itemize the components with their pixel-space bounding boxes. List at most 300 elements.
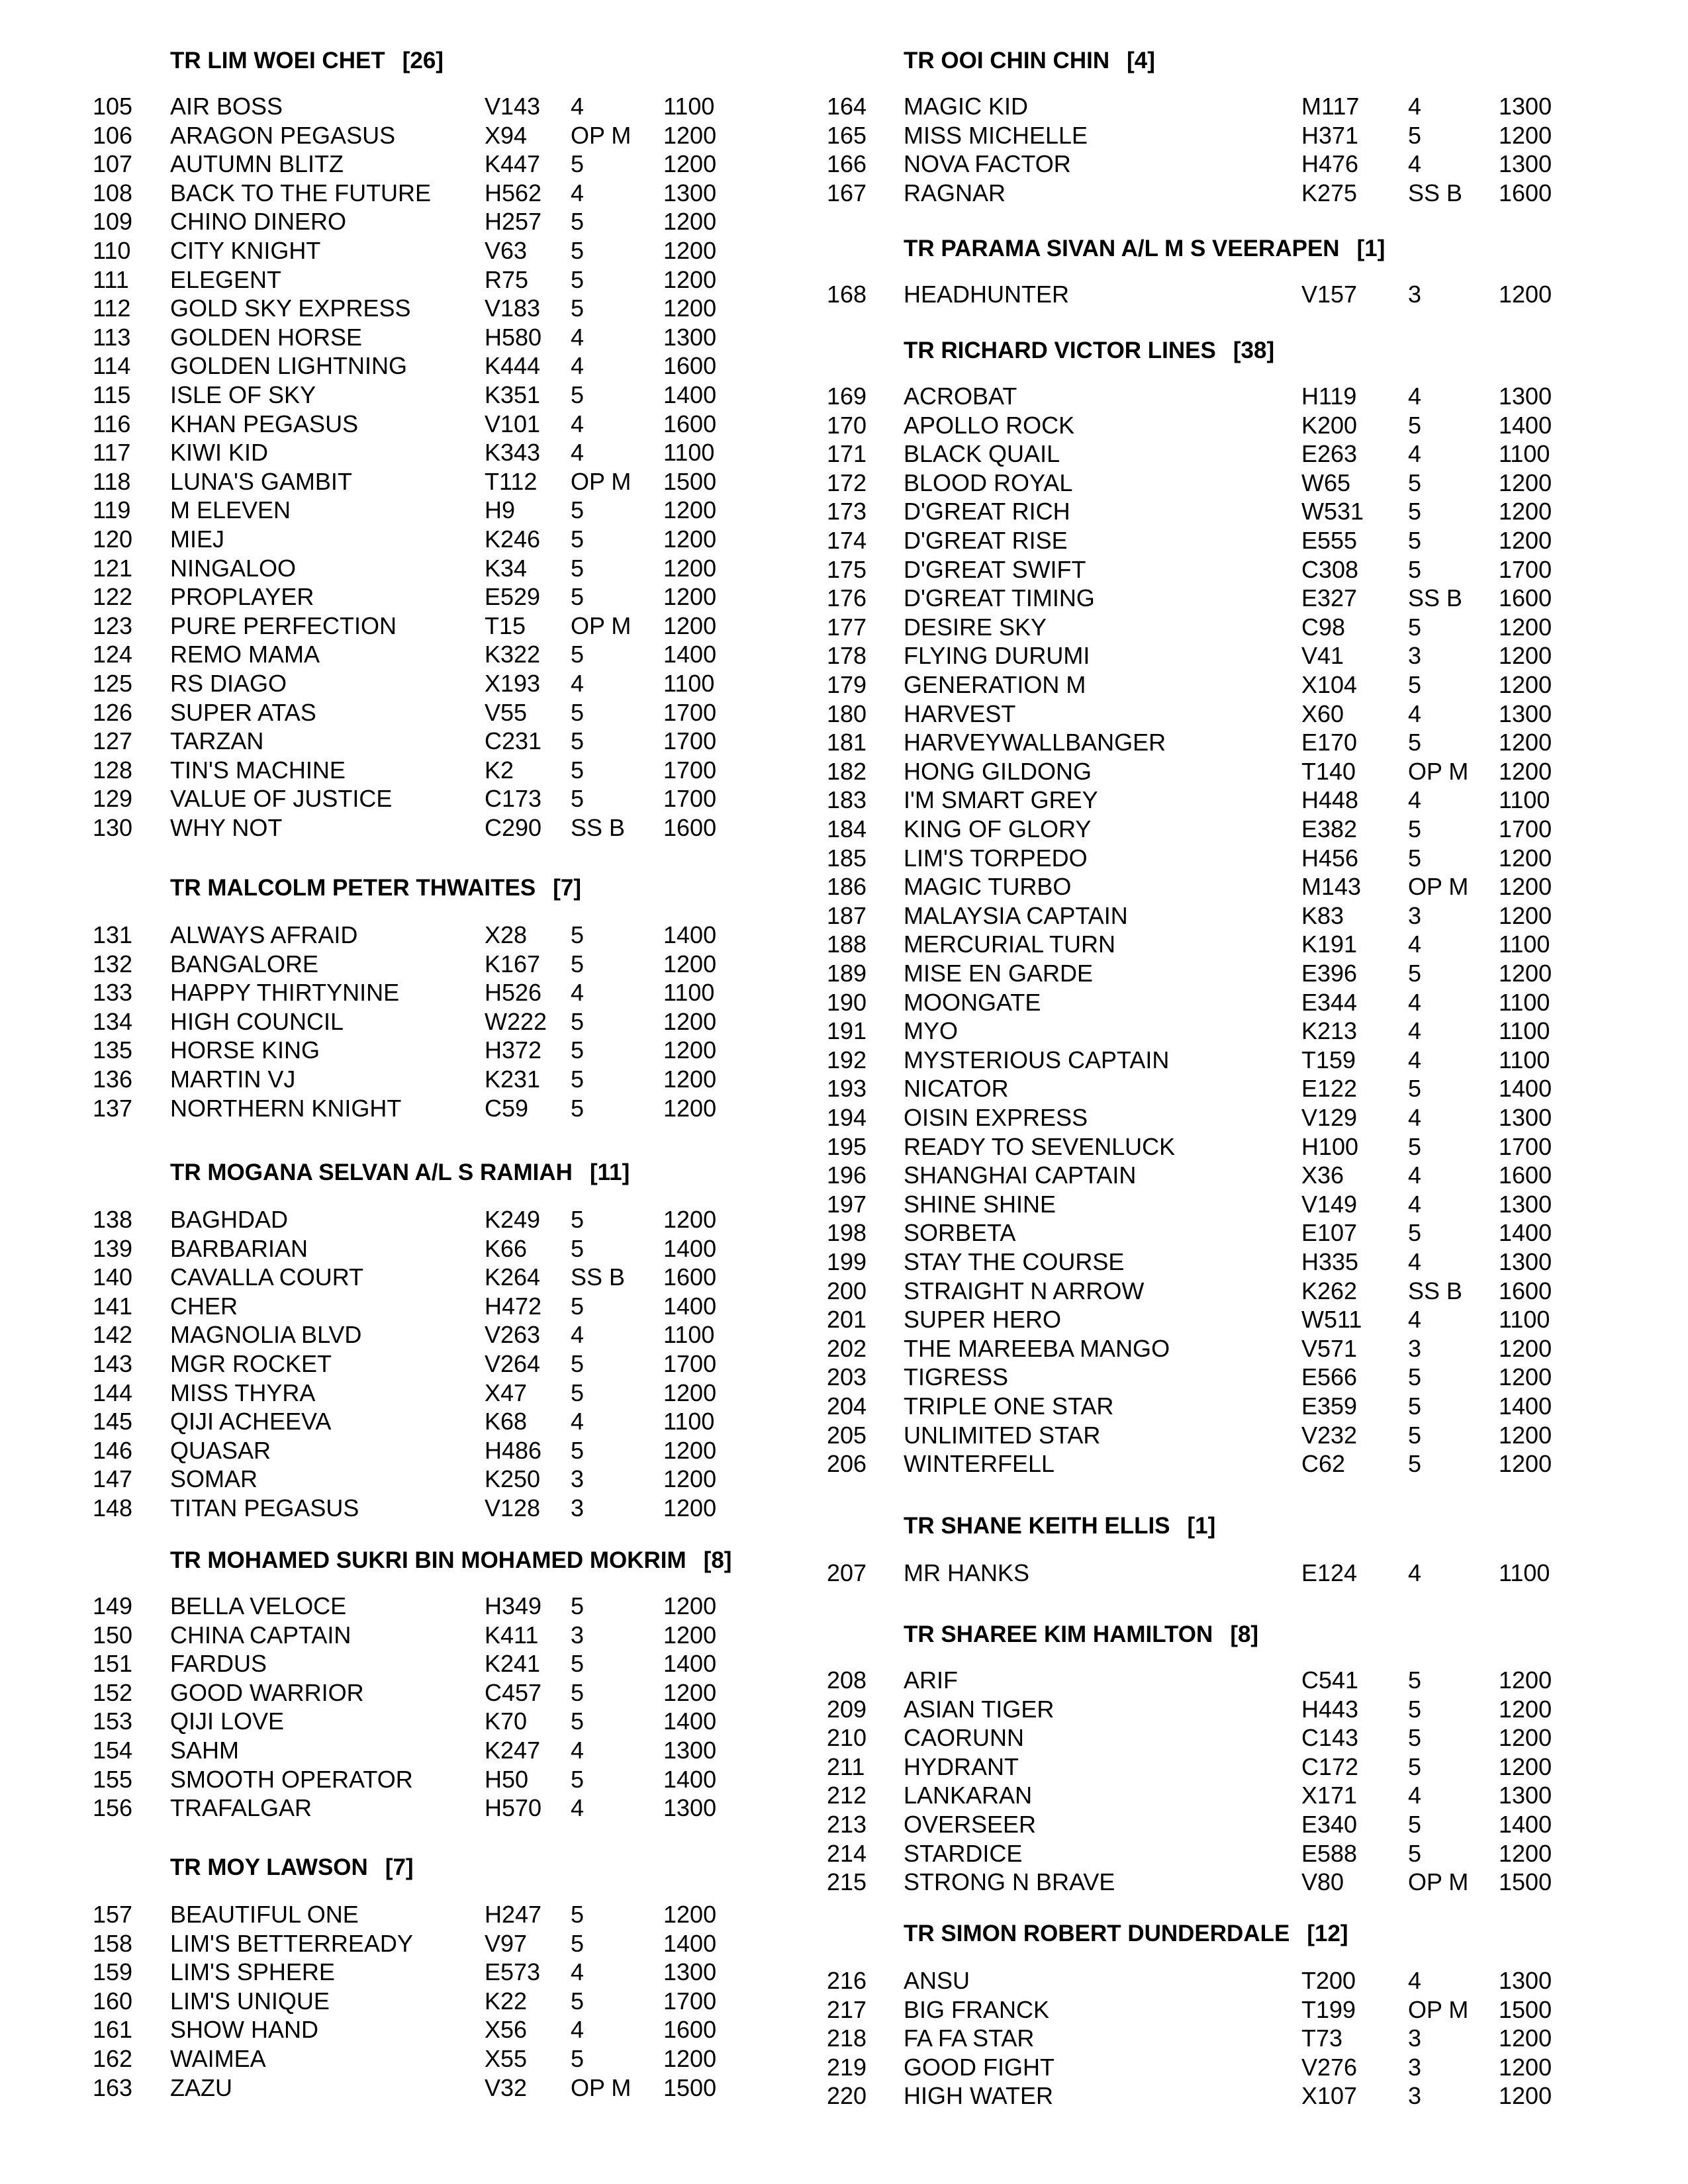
distance: 1200 <box>663 1901 717 1928</box>
horse-name: LANKARAN <box>904 1782 1033 1809</box>
entry-number: 139 <box>93 1234 133 1262</box>
horse-code: K447 <box>485 150 541 178</box>
horse-name: NOVA FACTOR <box>904 150 1071 178</box>
horse-name: GOLD SKY EXPRESS <box>170 295 411 322</box>
horse-name: TITAN PEGASUS <box>170 1494 359 1522</box>
rating: OP M <box>1408 1868 1469 1896</box>
horse-name: MAGIC KID <box>904 93 1029 120</box>
distance: 1100 <box>1499 1017 1550 1045</box>
horse-name: MERCURIAL TURN <box>904 931 1116 958</box>
horse-code: E124 <box>1301 1559 1358 1586</box>
rating: 5 <box>1408 498 1422 525</box>
horse-code: K191 <box>1301 931 1358 958</box>
entry-number: 201 <box>827 1306 867 1334</box>
horse-code: C62 <box>1301 1450 1346 1478</box>
distance: 1700 <box>663 756 717 784</box>
horse-code: H349 <box>485 1592 542 1619</box>
horse-code: C59 <box>485 1094 529 1122</box>
rating: 3 <box>1408 281 1422 308</box>
rating: 4 <box>1408 931 1422 958</box>
distance: 1400 <box>1499 1219 1552 1247</box>
rating: 5 <box>571 208 585 236</box>
distance: 1300 <box>1499 93 1552 120</box>
horse-name: VALUE OF JUSTICE <box>170 785 393 813</box>
distance: 1200 <box>1499 1334 1552 1362</box>
horse-code: C308 <box>1301 555 1359 583</box>
entry-number: 127 <box>93 727 133 755</box>
entry-row <box>0 1901 794 1930</box>
distance: 1200 <box>1499 527 1552 554</box>
horse-code: K66 <box>485 1234 528 1262</box>
horse-code: R75 <box>485 265 529 293</box>
horse-code: V157 <box>1301 281 1358 308</box>
rating: 3 <box>1408 2082 1422 2110</box>
rating: 5 <box>571 1036 585 1064</box>
entry-number: 143 <box>93 1350 133 1377</box>
horse-code: C172 <box>1301 1752 1359 1780</box>
entry-row <box>0 1306 1688 1335</box>
entry-number: 131 <box>93 921 133 948</box>
rating: 5 <box>1408 1450 1422 1478</box>
horse-code: H247 <box>485 1901 542 1928</box>
trainer-horse-count: [8] <box>703 1547 732 1573</box>
rating: 5 <box>571 950 585 978</box>
rating: 4 <box>571 93 585 120</box>
horse-name: TRAFALGAR <box>170 1794 312 1822</box>
distance: 1300 <box>1499 150 1552 178</box>
entry-number: 200 <box>827 1277 867 1304</box>
horse-code: K167 <box>485 950 541 978</box>
entry-number: 121 <box>93 554 133 582</box>
horse-name: LIM'S UNIQUE <box>170 1987 330 2015</box>
entry-number: 199 <box>827 1248 867 1275</box>
horse-name: GOOD FIGHT <box>904 2053 1055 2081</box>
horse-name: HORSE KING <box>170 1036 320 1064</box>
entry-row <box>0 614 1688 643</box>
distance: 1600 <box>1499 1277 1552 1304</box>
horse-code: H371 <box>1301 121 1359 149</box>
rating: 4 <box>1408 93 1422 120</box>
horse-name: TRIPLE ONE STAR <box>904 1392 1114 1420</box>
rating: OP M <box>571 121 632 149</box>
rating: 3 <box>571 1494 585 1522</box>
distance: 1100 <box>1499 1306 1550 1334</box>
horse-name: LIM'S BETTERREADY <box>170 1929 413 1957</box>
trainer-heading <box>904 338 1274 364</box>
horse-name: CAORUNN <box>904 1724 1025 1752</box>
horse-code: V32 <box>485 2073 528 2101</box>
horse-name: BANGALORE <box>170 950 319 978</box>
rating: 5 <box>1408 729 1422 756</box>
horse-code: K34 <box>485 554 528 582</box>
trainer-name: TR RICHARD VICTOR LINES <box>904 338 1216 363</box>
distance: 1300 <box>1499 700 1552 727</box>
entry-number: 152 <box>93 1678 133 1706</box>
rating: 5 <box>1408 555 1422 583</box>
horse-code: W222 <box>485 1007 547 1035</box>
entry-number: 106 <box>93 121 133 149</box>
trainer-heading <box>904 1921 1348 1947</box>
distance: 1100 <box>1499 988 1550 1016</box>
rating: 5 <box>571 1987 585 2015</box>
horse-name: GOLDEN HORSE <box>170 323 363 351</box>
rating: 5 <box>571 1007 585 1035</box>
horse-code: K70 <box>485 1707 528 1735</box>
horse-code: W511 <box>1301 1306 1362 1334</box>
distance: 1300 <box>663 1958 717 1986</box>
horse-code: H257 <box>485 208 542 236</box>
distance: 1100 <box>663 1321 715 1349</box>
entry-number: 208 <box>827 1666 867 1694</box>
distance: 1700 <box>663 1987 717 2015</box>
horse-name: ALWAYS AFRAID <box>170 921 358 948</box>
horse-code: E344 <box>1301 988 1358 1016</box>
entry-number: 145 <box>93 1408 133 1435</box>
rating: 5 <box>1408 1839 1422 1867</box>
distance: 1200 <box>663 295 717 322</box>
distance: 1100 <box>663 979 715 1007</box>
entry-number: 108 <box>93 179 133 206</box>
horse-code: X193 <box>485 670 541 697</box>
entry-number: 218 <box>827 2025 867 2052</box>
entry-number: 146 <box>93 1436 133 1464</box>
entry-number: 196 <box>827 1161 867 1189</box>
distance: 1200 <box>1499 960 1552 987</box>
entry-row <box>0 2025 1688 2054</box>
horse-name: ISLE OF SKY <box>170 381 316 408</box>
entry-number: 130 <box>93 814 133 841</box>
distance: 1400 <box>1499 1392 1552 1420</box>
horse-code: H526 <box>485 979 542 1007</box>
horse-code: C290 <box>485 814 542 841</box>
distance: 1500 <box>663 2073 717 2101</box>
entry-row <box>0 642 1688 671</box>
rating: 5 <box>1408 1132 1422 1160</box>
horse-code: E359 <box>1301 1392 1358 1420</box>
horse-name: BELLA VELOCE <box>170 1592 347 1619</box>
entry-row <box>0 1930 794 1959</box>
rating: 4 <box>571 2016 585 2044</box>
horse-name: KING OF GLORY <box>904 815 1092 842</box>
entry-number: 165 <box>827 121 867 149</box>
distance: 1200 <box>663 121 717 149</box>
horse-name: ANSU <box>904 1967 970 1994</box>
horse-name: HARVEYWALLBANGER <box>904 729 1166 756</box>
distance: 1300 <box>1499 1782 1552 1809</box>
horse-name: ARIF <box>904 1666 959 1694</box>
distance: 1200 <box>1499 498 1552 525</box>
entry-number: 142 <box>93 1321 133 1349</box>
horse-code: X107 <box>1301 2082 1358 2110</box>
entry-row <box>0 1666 1688 1696</box>
entry-row <box>0 412 1688 441</box>
entry-number: 122 <box>93 583 133 611</box>
horse-name: OISIN EXPRESS <box>904 1104 1088 1131</box>
entry-row <box>0 1724 1688 1753</box>
rating: 3 <box>1408 642 1422 670</box>
horse-code: M117 <box>1301 93 1360 120</box>
horse-name: SHINE SHINE <box>904 1190 1056 1218</box>
trainer-name: TR LIM WOEI CHET <box>170 48 385 73</box>
distance: 1200 <box>1499 1724 1552 1752</box>
horse-code: K322 <box>485 641 541 668</box>
horse-name: HIGH WATER <box>904 2082 1053 2110</box>
entry-number: 203 <box>827 1363 867 1391</box>
horse-code: X47 <box>485 1379 528 1406</box>
rating: 3 <box>1408 901 1422 929</box>
horse-name: MYO <box>904 1017 959 1045</box>
rating: 4 <box>571 323 585 351</box>
entry-number: 173 <box>827 498 867 525</box>
rating: 5 <box>571 1678 585 1706</box>
horse-code: V264 <box>485 1350 541 1377</box>
distance: 1400 <box>1499 411 1552 439</box>
rating: 5 <box>1408 1219 1422 1247</box>
entry-number: 123 <box>93 612 133 639</box>
entry-row <box>0 1335 1688 1364</box>
distance: 1300 <box>1499 1104 1552 1131</box>
entry-number: 136 <box>93 1066 133 1093</box>
horse-name: HEADHUNTER <box>904 281 1070 308</box>
horse-code: K275 <box>1301 179 1358 206</box>
entry-number: 209 <box>827 1695 867 1723</box>
entry-row <box>0 281 1688 310</box>
horse-name: RAGNAR <box>904 179 1006 206</box>
horse-name: BLOOD ROYAL <box>904 469 1073 496</box>
rating: 5 <box>1408 1392 1422 1420</box>
distance: 1100 <box>663 439 715 467</box>
horse-code: X94 <box>485 121 528 149</box>
rating: 5 <box>571 583 585 611</box>
entry-number: 219 <box>827 2053 867 2081</box>
entry-number: 115 <box>93 381 131 408</box>
rating: SS B <box>1408 179 1463 206</box>
distance: 1200 <box>1499 613 1552 641</box>
horse-code: E263 <box>1301 440 1358 468</box>
horse-name: ARAGON PEGASUS <box>170 121 396 149</box>
entry-number: 187 <box>827 901 867 929</box>
entry-row <box>0 844 1688 874</box>
horse-name: MGR ROCKET <box>170 1350 332 1377</box>
entry-number: 117 <box>93 439 131 467</box>
rating: OP M <box>1408 757 1469 785</box>
rating: 4 <box>1408 1967 1422 1994</box>
entry-row <box>0 2082 1688 2111</box>
rating: 5 <box>571 1292 585 1320</box>
horse-code: V149 <box>1301 1190 1358 1218</box>
entry-number: 184 <box>827 815 867 842</box>
horse-name: WHY NOT <box>170 814 283 841</box>
entry-number: 128 <box>93 756 133 784</box>
horse-code: E382 <box>1301 815 1358 842</box>
rating: 5 <box>1408 1811 1422 1838</box>
rating: 4 <box>1408 700 1422 727</box>
horse-name: BARBARIAN <box>170 1234 308 1262</box>
horse-code: X171 <box>1301 1782 1358 1809</box>
horse-code: H100 <box>1301 1132 1359 1160</box>
entry-number: 156 <box>93 1794 133 1822</box>
distance: 1500 <box>663 467 717 495</box>
distance: 1400 <box>663 1707 717 1735</box>
entry-number: 144 <box>93 1379 133 1406</box>
horse-code: V101 <box>485 410 541 437</box>
entry-number: 114 <box>93 352 131 380</box>
horse-name: STRONG N BRAVE <box>904 1868 1115 1896</box>
distance: 1200 <box>1499 2053 1552 2081</box>
trainer-heading <box>904 236 1385 262</box>
horse-code: E122 <box>1301 1075 1358 1103</box>
horse-name: LUNA'S GAMBIT <box>170 467 352 495</box>
horse-code: H476 <box>1301 150 1359 178</box>
horse-name: TARZAN <box>170 727 264 755</box>
entry-number: 160 <box>93 1987 133 2015</box>
entry-row <box>0 1046 1688 1075</box>
rating: 5 <box>571 785 585 813</box>
entry-row <box>0 556 1688 585</box>
entry-number: 155 <box>93 1765 133 1793</box>
rating: 5 <box>571 727 585 755</box>
entry-number: 110 <box>93 237 131 264</box>
entry-number: 172 <box>827 469 867 496</box>
distance: 1200 <box>663 554 717 582</box>
entry-row <box>0 2054 1688 2083</box>
horse-name: NORTHERN KNIGHT <box>170 1094 402 1122</box>
horse-code: E555 <box>1301 527 1358 554</box>
distance: 1100 <box>663 670 715 697</box>
entry-row <box>0 1996 1688 2025</box>
horse-name: WAIMEA <box>170 2045 266 2072</box>
horse-name: AIR BOSS <box>170 93 283 120</box>
distance: 1400 <box>663 381 717 408</box>
rating: 5 <box>571 1094 585 1122</box>
entry-row <box>0 1494 794 1524</box>
horse-code: H9 <box>485 496 516 524</box>
rating: 3 <box>1408 2053 1422 2081</box>
rating: 5 <box>571 1929 585 1957</box>
rating: 3 <box>1408 1334 1422 1362</box>
distance: 1100 <box>663 1408 715 1435</box>
horse-name: MIEJ <box>170 525 225 553</box>
distance: 1200 <box>663 525 717 553</box>
entry-row <box>0 989 1688 1018</box>
rating: 5 <box>571 1707 585 1735</box>
trainer-horse-count: [38] <box>1233 338 1275 363</box>
distance: 1200 <box>663 1007 717 1035</box>
horse-code: K247 <box>485 1737 541 1764</box>
trainer-horse-count: [1] <box>1356 236 1385 261</box>
distance: 1600 <box>663 410 717 437</box>
distance: 1200 <box>663 2045 717 2072</box>
entry-row <box>0 1392 1688 1422</box>
horse-name: READY TO SEVENLUCK <box>904 1132 1176 1160</box>
horse-code: C98 <box>1301 613 1346 641</box>
horse-code: V143 <box>485 93 541 120</box>
distance: 1300 <box>663 1737 717 1764</box>
horse-name: HONG GILDONG <box>904 757 1092 785</box>
horse-name: MARTIN VJ <box>170 1066 296 1093</box>
distance: 1400 <box>663 1292 717 1320</box>
distance: 1200 <box>663 1436 717 1464</box>
entry-number: 111 <box>93 265 129 293</box>
entry-number: 212 <box>827 1782 867 1809</box>
horse-code: W65 <box>1301 469 1351 496</box>
distance: 1600 <box>663 352 717 380</box>
rating: 4 <box>1408 1190 1422 1218</box>
rating: 4 <box>1408 786 1422 814</box>
distance: 1200 <box>1499 1421 1552 1449</box>
entry-row <box>0 1248 1688 1277</box>
entry-number: 125 <box>93 670 133 697</box>
distance: 1400 <box>1499 1075 1552 1103</box>
entry-row <box>0 237 794 266</box>
entry-row <box>0 584 1688 614</box>
distance: 1100 <box>1499 1046 1550 1073</box>
distance: 1200 <box>663 1379 717 1406</box>
entry-row <box>0 352 794 381</box>
entry-row <box>0 1191 1688 1220</box>
horse-code: T73 <box>1301 2025 1343 2052</box>
horse-code: T112 <box>485 467 538 495</box>
horse-name: HAPPY THIRTYNINE <box>170 979 400 1007</box>
entry-row <box>0 93 1688 122</box>
rating: 4 <box>571 1321 585 1349</box>
entry-number: 205 <box>827 1421 867 1449</box>
horse-name: GENERATION M <box>904 671 1086 698</box>
entry-number: 188 <box>827 931 867 958</box>
horse-name: ELEGENT <box>170 265 282 293</box>
horse-code: H562 <box>485 179 542 206</box>
horse-name: TIGRESS <box>904 1363 1009 1391</box>
horse-name: QIJI ACHEEVA <box>170 1408 332 1435</box>
distance: 1200 <box>1499 1839 1552 1867</box>
horse-code: H335 <box>1301 1248 1359 1275</box>
rating: 4 <box>1408 1017 1422 1045</box>
distance: 1200 <box>1499 1695 1552 1723</box>
horse-name: MOONGATE <box>904 988 1041 1016</box>
entry-row <box>0 1161 1688 1191</box>
entry-number: 134 <box>93 1007 133 1035</box>
horse-name: CHINO DINERO <box>170 208 347 236</box>
horse-name: TIN'S MACHINE <box>170 756 346 784</box>
entry-number: 158 <box>93 1929 133 1957</box>
horse-code: H456 <box>1301 844 1359 872</box>
trainer-horse-count: [7] <box>385 1854 414 1880</box>
horse-name: LIM'S TORPEDO <box>904 844 1088 872</box>
horse-name: KIWI KID <box>170 439 269 467</box>
distance: 1200 <box>663 1494 717 1522</box>
horse-name: MYSTERIOUS CAPTAIN <box>904 1046 1170 1073</box>
distance: 1200 <box>1499 469 1552 496</box>
horse-code: E107 <box>1301 1219 1358 1247</box>
horse-code: E170 <box>1301 729 1358 756</box>
horse-code: V128 <box>485 1494 541 1522</box>
trainer-horse-count: [26] <box>402 48 444 73</box>
horse-code: X56 <box>485 2016 528 2044</box>
rating: 5 <box>1408 1421 1422 1449</box>
horse-name: BACK TO THE FUTURE <box>170 179 432 206</box>
horse-name: CAVALLA COURT <box>170 1263 364 1291</box>
entry-number: 185 <box>827 844 867 872</box>
distance: 1200 <box>1499 2025 1552 2052</box>
distance: 1600 <box>663 2016 717 2044</box>
distance: 1200 <box>663 496 717 524</box>
rating: 4 <box>1408 1104 1422 1131</box>
rating: 5 <box>1408 1724 1422 1752</box>
horse-code: X104 <box>1301 671 1358 698</box>
distance: 1200 <box>663 265 717 293</box>
entry-row <box>0 960 1688 989</box>
rating: 5 <box>571 1206 585 1233</box>
